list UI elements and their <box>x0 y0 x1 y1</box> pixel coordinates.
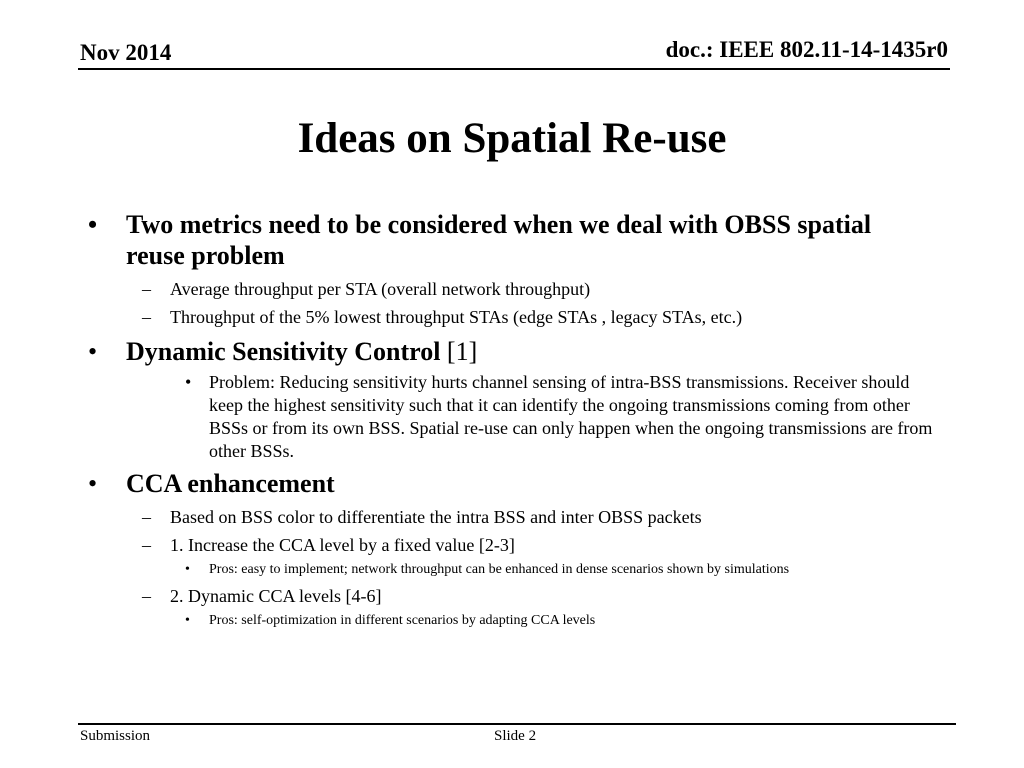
bullet-glyph: • <box>88 210 98 239</box>
bullet-glyph: • <box>185 562 190 577</box>
header-date: Nov 2014 <box>80 40 172 65</box>
dash-glyph: – <box>142 586 151 606</box>
dsc-problem <box>185 371 934 463</box>
bullet-dsc <box>88 336 916 367</box>
footer-submission: Submission <box>80 728 151 744</box>
bullet-dsc-ref: [1] <box>440 337 478 366</box>
bullet-cca <box>88 468 916 499</box>
pros-text: Pros: easy to implement; network throughput can be enhanced in dense scenarios shown by simulations <box>209 562 790 577</box>
sub-item-bss-color <box>142 506 930 528</box>
slide-title: Ideas on Spatial Re-use <box>297 115 727 162</box>
sub-item-fixed-cca <box>142 534 930 556</box>
bullet-metrics <box>88 209 916 271</box>
sub-item-edge-throughput <box>142 306 930 328</box>
footer-slide-number: Slide 2 <box>494 728 537 744</box>
pros-text: Pros: self-optimization in different scenarios by adapting CCA levels <box>209 613 596 628</box>
sub-item-dynamic-cca <box>142 585 930 607</box>
sub-item-text: Throughput of the 5% lowest throughput STAs (edge STAs , legacy STAs, etc.) <box>170 307 743 327</box>
bullet-dsc-text: Dynamic Sensitivity Control <box>126 337 441 366</box>
dash-glyph: – <box>142 279 151 299</box>
dsc-problem-text: Problem: Reducing sensitivity hurts channel sensing of intra-BSS transmissions. Receiver should keep the highest sensitivity such that it can identify the ongoing transmissions coming from other BSSs or from its own BSS. Spatial re-use can only happen when the ongoing transmissions are from other BSSs. <box>209 372 933 461</box>
sub-item-average-throughput <box>142 278 930 300</box>
bullet-glyph: • <box>185 372 192 392</box>
bullet-glyph: • <box>88 469 98 498</box>
dash-glyph: – <box>142 535 151 555</box>
bullet-cca-text: CCA enhancement <box>126 469 335 498</box>
bullet-metrics-text: Two metrics need to be considered when we deal with OBSS spatial reuse problem <box>126 210 872 270</box>
bullet-glyph: • <box>88 337 98 366</box>
footer-divider <box>78 723 956 725</box>
pros-fixed-cca <box>185 561 934 579</box>
dash-glyph: – <box>142 307 151 327</box>
sub-item-text: Average throughput per STA (overall network throughput) <box>170 279 591 299</box>
pros-dynamic-cca <box>185 612 934 630</box>
sub-item-text: 2. Dynamic CCA levels [4-6] <box>170 586 382 606</box>
sub-item-text: Based on BSS color to differentiate the intra BSS and inter OBSS packets <box>170 507 702 527</box>
header-doc-id: doc.: IEEE 802.11-14-1435r0 <box>665 37 948 62</box>
dash-glyph: – <box>142 507 151 527</box>
sub-item-text: 1. Increase the CCA level by a fixed value [2-3] <box>170 535 515 555</box>
bullet-glyph: • <box>185 613 190 628</box>
